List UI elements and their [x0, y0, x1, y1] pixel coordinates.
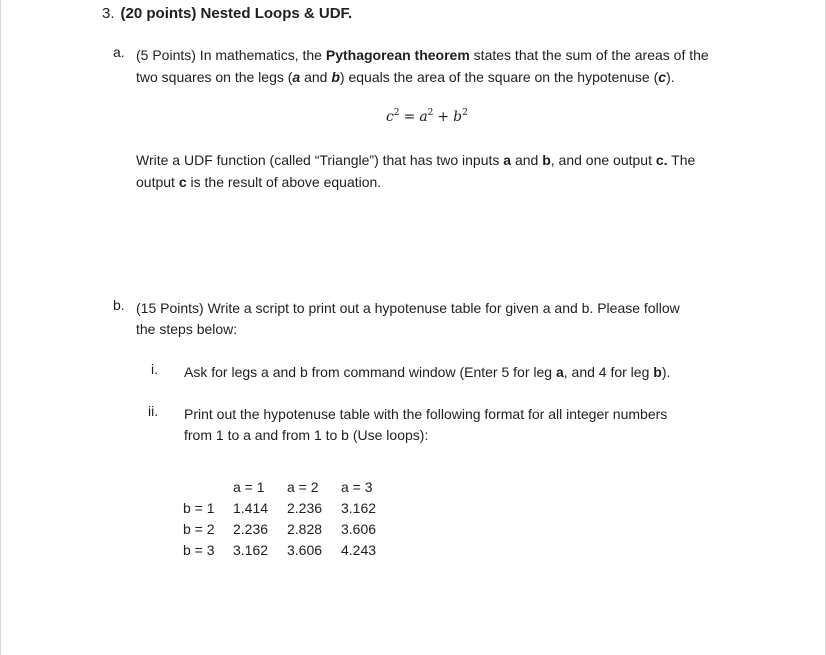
question-number: 3. [102, 5, 115, 22]
pythagorean-equation: $c^2 = a^2 + b^2$ [386, 108, 468, 125]
table-cell: 3.606 [287, 542, 323, 558]
step-ii-marker: ii. [148, 403, 159, 419]
table-header-cell: a = 1 [233, 479, 265, 495]
step-ii-line-2: from 1 to a and from 1 to b (Use loops): [184, 427, 429, 443]
table-cell: b = 1 [183, 500, 215, 516]
part-a-line-1: (5 Points) In mathematics, the Pythagorean theorem states that the sum of the areas of the [136, 47, 709, 63]
table-cell: 1.414 [233, 500, 269, 516]
table-cell: 4.243 [341, 542, 377, 558]
part-b-line-1: (15 Points) Write a script to print out a hypotenuse table for given a and b. Please follow [136, 300, 680, 316]
table-cell: 3.606 [341, 521, 377, 537]
part-a-line-2: two squares on the legs (a and b) equals the area of the square on the hypotenuse (c). [136, 69, 675, 85]
step-i-marker: i. [151, 361, 158, 377]
table-row [183, 521, 391, 542]
part-a-task-line-2: output c is the result of above equation. [136, 174, 382, 190]
table-row [183, 500, 391, 521]
table-cell: 2.236 [287, 500, 323, 516]
step-ii-line-1: Print out the hypotenuse table with the following format for all integer numbers [184, 406, 668, 422]
hypotenuse-table [183, 479, 391, 563]
table-header-cell: a = 3 [341, 479, 373, 495]
question-title [102, 5, 352, 22]
step-i-text: Ask for legs a and b from command window (Enter 5 for leg a, and 4 for leg b). [184, 364, 671, 380]
table-row [183, 542, 391, 563]
table-cell: 2.236 [233, 521, 269, 537]
table-header-cell: a = 2 [287, 479, 319, 495]
table-cell: b = 2 [183, 521, 215, 537]
table-cell: 3.162 [233, 542, 269, 558]
table-cell: 3.162 [341, 500, 377, 516]
table-cell: b = 3 [183, 542, 215, 558]
part-a-task-line-1: Write a UDF function (called “Triangle”) that has two inputs a and b, and one output c. The [136, 152, 696, 168]
table-header-cell [183, 479, 233, 500]
part-b-line-2: the steps below: [136, 321, 238, 337]
table-header-row [183, 479, 391, 500]
part-b-marker: b. [113, 297, 125, 313]
table-cell: 2.828 [287, 521, 323, 537]
pythagorean-term: Pythagorean theorem [325, 47, 470, 63]
part-a-marker: a. [113, 44, 125, 60]
question-heading: (20 points) Nested Loops & UDF. [120, 5, 353, 22]
